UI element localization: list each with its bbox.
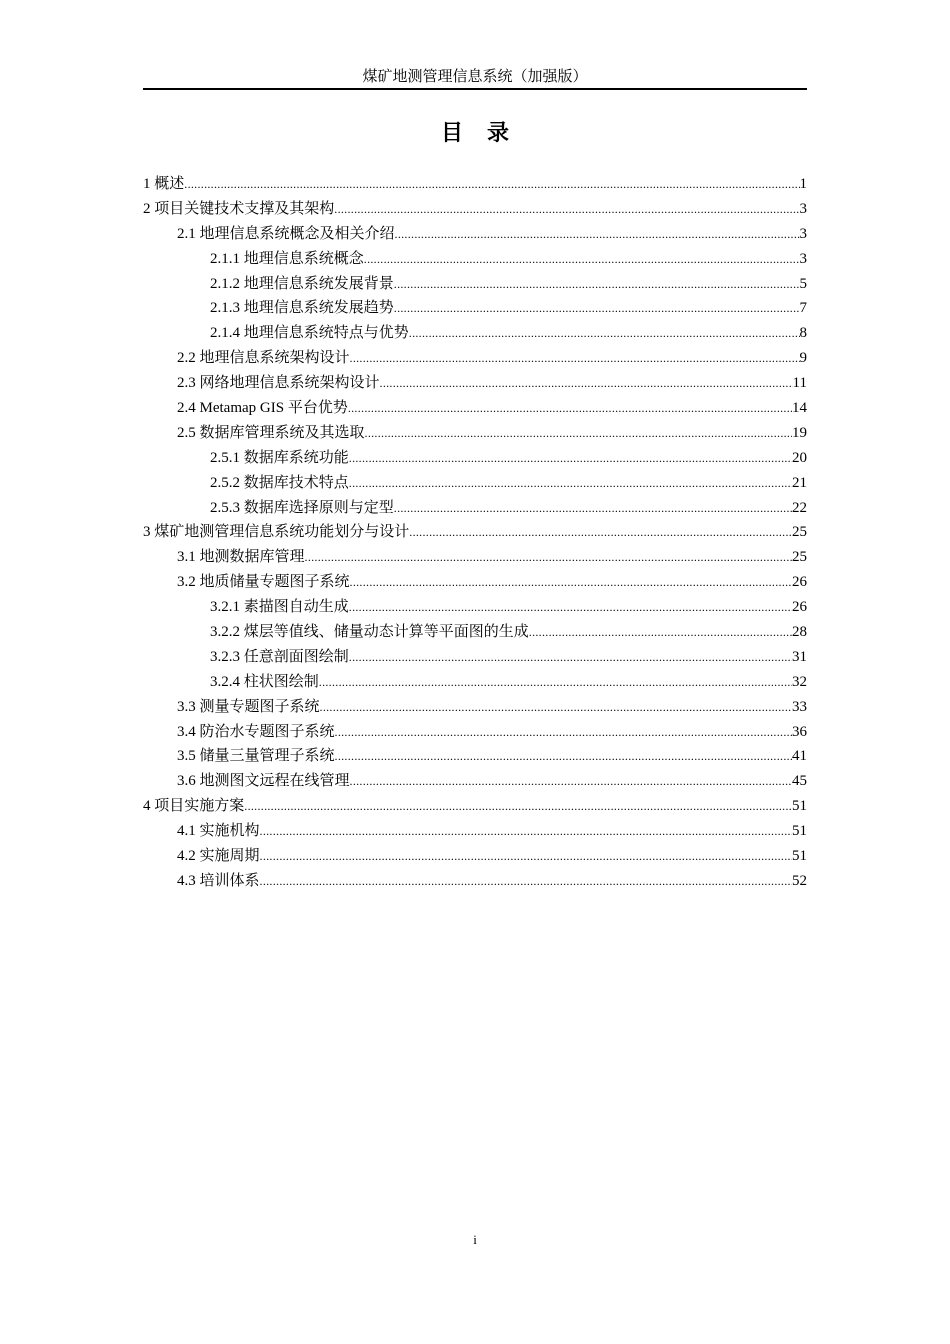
page-number: i <box>473 1232 477 1247</box>
toc-dot-leader <box>335 744 792 769</box>
toc-dot-leader <box>260 869 792 894</box>
toc-entry-page: 7 <box>799 300 807 317</box>
toc-entry-page: 3 <box>799 200 807 217</box>
toc-dot-leader <box>348 396 792 421</box>
toc-entry[interactable] <box>143 172 807 197</box>
toc-entry-page: 26 <box>792 574 807 591</box>
toc-entry-page: 8 <box>799 325 807 342</box>
toc-dot-leader <box>184 172 799 197</box>
toc-entry-page: 41 <box>792 748 807 765</box>
toc-dot-leader <box>349 645 792 670</box>
toc-dot-leader <box>350 570 792 595</box>
toc-dot-leader <box>349 446 792 471</box>
toc-entry-text: 2.4 Metamap GIS 平台优势 <box>177 400 348 417</box>
toc-dot-leader <box>350 346 800 371</box>
toc-entry-text: 3.2 地质储量专题图子系统 <box>177 574 350 591</box>
toc-entry[interactable] <box>143 819 807 844</box>
toc-entry[interactable] <box>143 321 807 346</box>
toc-dot-leader <box>349 471 792 496</box>
toc-dot-leader <box>380 371 793 396</box>
toc-entry-page: 25 <box>792 549 807 566</box>
toc-entry[interactable] <box>143 869 807 894</box>
toc-entry-page: 21 <box>792 474 807 491</box>
toc-entry-text: 2 项目关键技术支撑及其架构 <box>143 200 335 217</box>
toc-title: 目录 <box>440 120 533 145</box>
toc-entry[interactable] <box>143 247 807 272</box>
toc-entry-text: 4 项目实施方案 <box>143 798 245 815</box>
toc-dot-leader <box>334 197 799 222</box>
toc-dot-leader <box>365 421 792 446</box>
toc-entry-text: 2.5.3 数据库选择原则与定型 <box>210 499 394 516</box>
toc-entry[interactable] <box>143 222 807 247</box>
toc-entry-page: 51 <box>792 798 807 815</box>
toc-entry[interactable] <box>143 670 807 695</box>
toc-entry-page: 51 <box>792 823 807 840</box>
toc-entry[interactable] <box>143 396 807 421</box>
toc-entry[interactable] <box>143 520 807 545</box>
toc-dot-leader <box>260 819 792 844</box>
toc-entry-page: 36 <box>792 723 807 740</box>
toc-entry-text: 2.3 网络地理信息系统架构设计 <box>177 375 380 392</box>
toc-entry-text: 3.5 储量三量管理子系统 <box>177 748 335 765</box>
toc-entry-text: 2.1.4 地理信息系统特点与优势 <box>210 325 409 342</box>
toc-entry[interactable] <box>143 620 807 645</box>
toc-entry[interactable] <box>143 197 807 222</box>
toc-entry-text: 2.2 地理信息系统架构设计 <box>177 350 350 367</box>
page-header <box>143 66 807 90</box>
toc-entry[interactable] <box>143 744 807 769</box>
toc-dot-leader <box>335 720 792 745</box>
toc-entry[interactable] <box>143 695 807 720</box>
toc-entry[interactable] <box>143 844 807 869</box>
toc-dot-leader <box>350 769 792 794</box>
toc-entry-page: 11 <box>792 375 807 392</box>
toc-entry-page: 14 <box>792 400 807 417</box>
table-of-contents <box>143 172 807 894</box>
toc-dot-leader <box>364 247 800 272</box>
toc-entry-page: 32 <box>792 673 807 690</box>
toc-entry-text: 3.2.1 素描图自动生成 <box>210 599 349 616</box>
toc-entry[interactable] <box>143 769 807 794</box>
toc-entry[interactable] <box>143 272 807 297</box>
toc-entry-text: 4.3 培训体系 <box>177 872 260 889</box>
toc-dot-leader <box>529 620 792 645</box>
toc-entry-text: 3.3 测量专题图子系统 <box>177 698 320 715</box>
toc-entry-text: 2.5 数据库管理系统及其选取 <box>177 424 365 441</box>
toc-entry-page: 33 <box>792 698 807 715</box>
toc-entry-page: 22 <box>792 499 807 516</box>
toc-entry-text: 3.6 地测图文远程在线管理 <box>177 773 350 790</box>
toc-entry[interactable] <box>143 296 807 321</box>
toc-entry-text: 2.1.3 地理信息系统发展趋势 <box>210 300 394 317</box>
toc-entry-page: 26 <box>792 599 807 616</box>
toc-dot-leader <box>305 545 792 570</box>
toc-dot-leader <box>260 844 792 869</box>
toc-entry-page: 51 <box>792 848 807 865</box>
toc-entry-page: 9 <box>799 350 807 367</box>
toc-entry[interactable] <box>143 371 807 396</box>
toc-entry[interactable] <box>143 421 807 446</box>
toc-dot-leader <box>244 794 792 819</box>
toc-entry-text: 4.2 实施周期 <box>177 848 260 865</box>
toc-entry-text: 2.5.2 数据库技术特点 <box>210 474 349 491</box>
toc-entry-text: 2.5.1 数据库系统功能 <box>210 449 349 466</box>
toc-entry[interactable] <box>143 794 807 819</box>
toc-entry-text: 3.2.4 柱状图绘制 <box>210 673 319 690</box>
toc-entry-page: 45 <box>792 773 807 790</box>
toc-entry-text: 3.4 防治水专题图子系统 <box>177 723 335 740</box>
toc-entry[interactable] <box>143 595 807 620</box>
toc-dot-leader <box>320 695 792 720</box>
toc-entry-text: 3.2.2 煤层等值线、储量动态计算等平面图的生成 <box>210 624 529 641</box>
toc-dot-leader <box>394 272 800 297</box>
toc-dot-leader <box>395 222 800 247</box>
toc-dot-leader <box>409 321 800 346</box>
toc-dot-leader <box>394 296 800 321</box>
toc-entry[interactable] <box>143 446 807 471</box>
toc-dot-leader <box>394 496 792 521</box>
toc-entry-text: 4.1 实施机构 <box>177 823 260 840</box>
toc-entry-page: 28 <box>792 624 807 641</box>
header-title: 煤矿地测管理信息系统（加强版） <box>362 69 588 85</box>
toc-entry-page: 19 <box>792 424 807 441</box>
toc-entry-text: 3.1 地测数据库管理 <box>177 549 305 566</box>
toc-entry-page: 3 <box>799 250 807 267</box>
toc-entry[interactable] <box>143 570 807 595</box>
toc-entry-page: 31 <box>792 648 807 665</box>
toc-entry-text: 3.2.3 任意剖面图绘制 <box>210 648 349 665</box>
toc-entry-page: 52 <box>792 872 807 889</box>
toc-entry-text: 2.1 地理信息系统概念及相关介绍 <box>177 225 395 242</box>
toc-entry[interactable] <box>143 471 807 496</box>
toc-entry[interactable] <box>143 720 807 745</box>
toc-dot-leader <box>319 670 792 695</box>
toc-entry-page: 20 <box>792 449 807 466</box>
toc-entry-page: 25 <box>792 524 807 541</box>
toc-entry-text: 2.1.2 地理信息系统发展背景 <box>210 275 394 292</box>
toc-dot-leader <box>349 595 792 620</box>
toc-entry[interactable] <box>143 346 807 371</box>
toc-entry-page: 5 <box>799 275 807 292</box>
toc-entry-text: 1 概述 <box>143 176 185 192</box>
toc-entry-page: 1 <box>799 176 807 192</box>
toc-entry[interactable] <box>143 496 807 521</box>
toc-entry-text: 2.1.1 地理信息系统概念 <box>210 250 364 267</box>
toc-entry-page: 3 <box>799 225 807 242</box>
toc-entry[interactable] <box>143 645 807 670</box>
toc-entry[interactable] <box>143 545 807 570</box>
toc-dot-leader <box>409 520 792 545</box>
toc-entry-text: 3 煤矿地测管理信息系统功能划分与设计 <box>143 524 410 541</box>
